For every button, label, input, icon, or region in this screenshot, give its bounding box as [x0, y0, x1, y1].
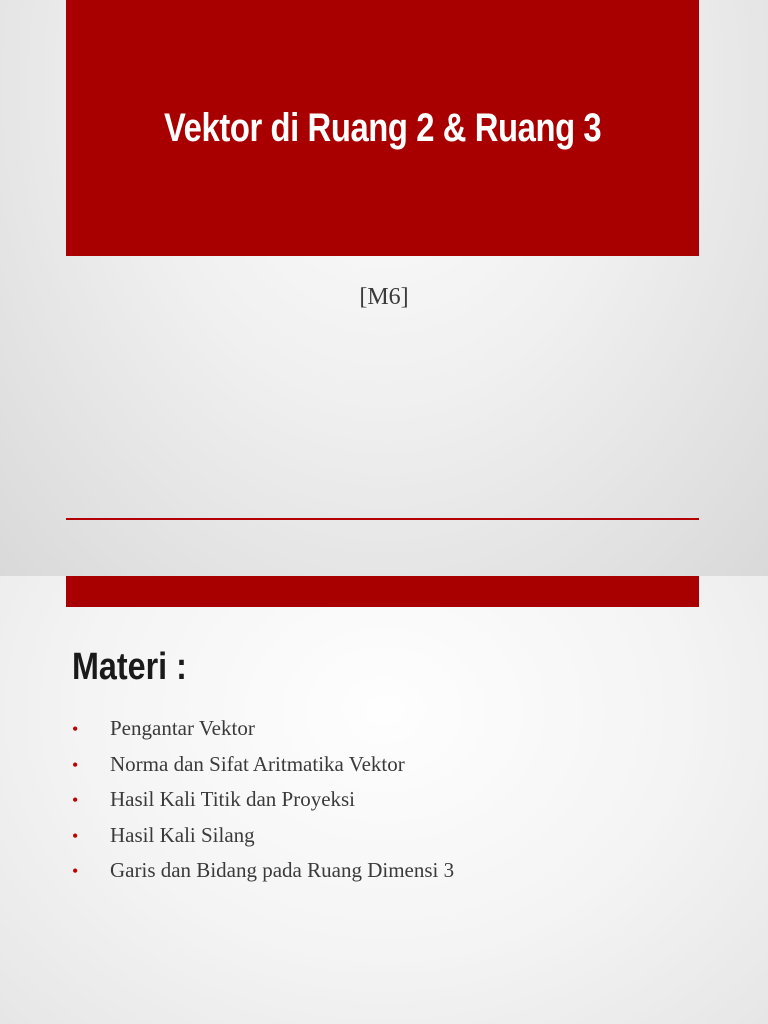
list-item: [72, 787, 454, 823]
list-item: [72, 716, 454, 752]
header-band: [66, 576, 699, 607]
bullet-icon: •: [72, 790, 79, 810]
bullet-icon: •: [72, 754, 79, 775]
section-heading: Materi :: [72, 646, 187, 688]
list-item-label: Pengantar Vektor: [110, 716, 255, 740]
bullet-icon: •: [72, 825, 79, 846]
divider-line: [66, 518, 699, 520]
title-banner: [66, 0, 699, 256]
content-slide: [0, 576, 768, 1024]
bullet-icon: •: [72, 719, 79, 739]
list-item-label: Norma dan Sifat Aritmatika Vektor: [110, 751, 405, 776]
list-item: [72, 752, 454, 788]
list-item-label: Hasil Kali Silang: [110, 822, 255, 847]
list-item-label: Hasil Kali Titik dan Proyeksi: [110, 787, 356, 811]
list-item: [72, 823, 454, 859]
bullet-icon: •: [72, 861, 79, 881]
list-item-label: Garis dan Bidang pada Ruang Dimensi 3: [110, 858, 455, 882]
list-item: [72, 858, 454, 894]
topic-list: [72, 716, 454, 894]
slide-title: Vektor di Ruang 2 & Ruang 3: [163, 105, 602, 150]
slide-subtitle: [M6]: [359, 284, 409, 310]
